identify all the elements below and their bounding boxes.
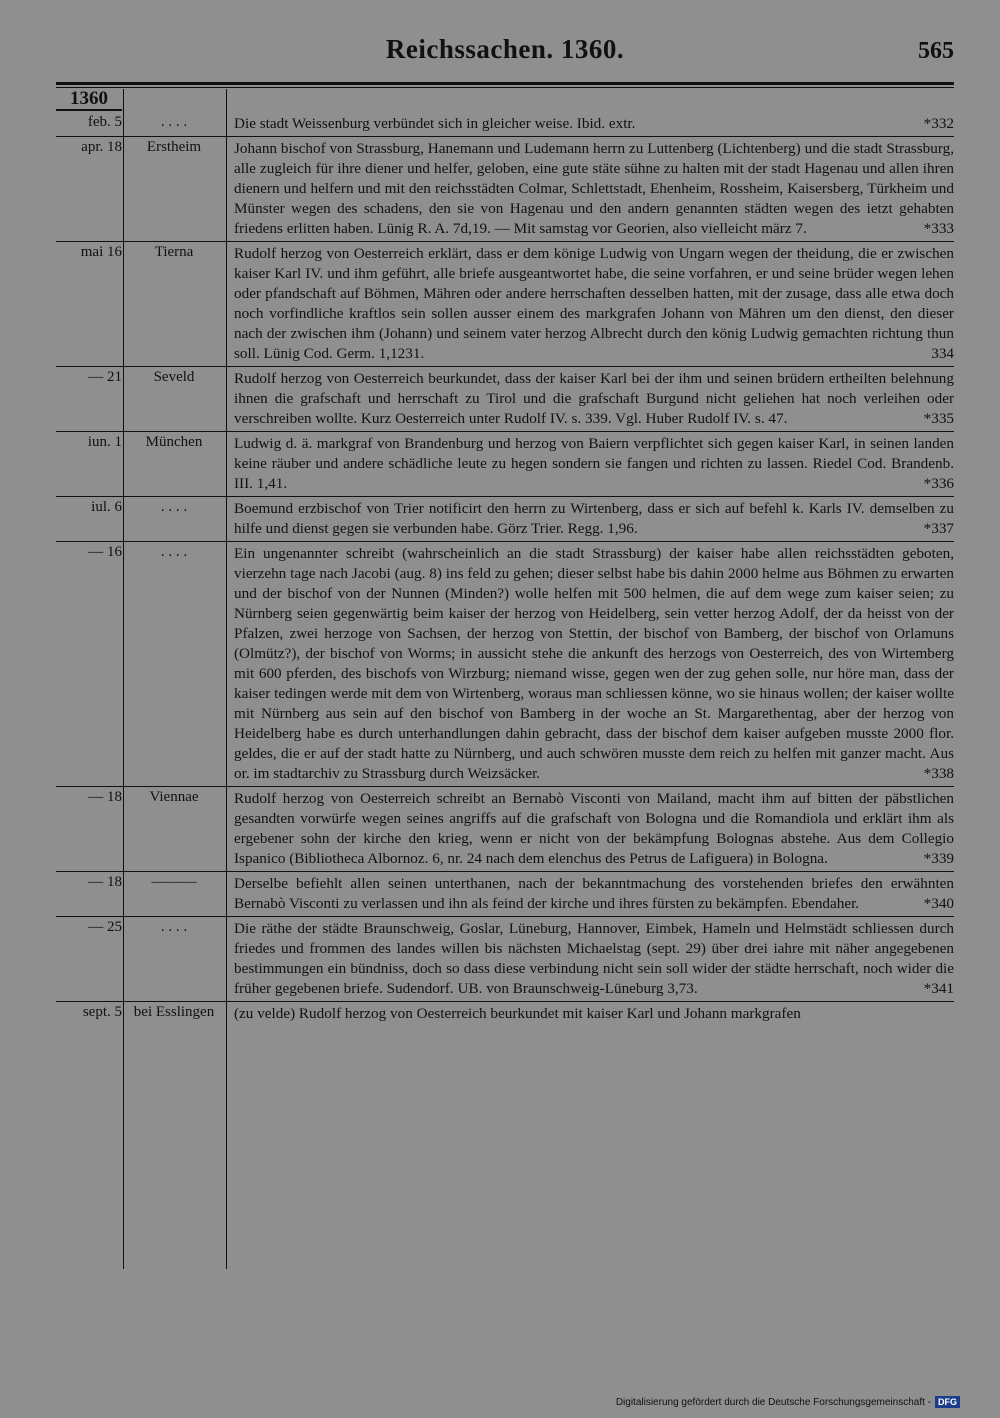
- entry-row: [56, 542, 954, 787]
- page-header: [56, 34, 954, 74]
- top-rule-thin: [56, 87, 954, 88]
- entry-date: iul. 6: [91, 499, 122, 515]
- entry-place: . . . .: [160, 499, 188, 515]
- entry-row: [56, 367, 954, 432]
- entry-number: *337: [923, 520, 954, 537]
- entry-text: Johann bischof von Strassburg, Hanemann und Ludemann herrn zu Luttenberg (Lichtenberg) und die stadt Strassburg, alle zugleich für ihre diener und helfer, geloben, eine gute stäte sühne zu halten mit der stadt Hagenau und allen ihren dienern und helfern und mit den reichsstädten Colmar, Schlettstadt, Ehenheim, Rossheim, Kaisersberg, Türkheim und Münster wegen des schadens, den sie von Hagenau und den andern genannten städten wegen des ietzt gehabten friedens erlitten haben. Lünig R. A. 7d,19. — Mit samstag vor Georien, also vielleicht märz 7.: [234, 140, 954, 237]
- entry-row: [56, 787, 954, 872]
- top-rule: [56, 82, 954, 85]
- entry-number: *340: [923, 895, 954, 912]
- entry-place: . . . .: [160, 919, 188, 935]
- year-heading: 1360: [56, 89, 122, 111]
- entry-row: [56, 137, 954, 242]
- entry-date: sept. 5: [82, 1004, 122, 1020]
- entry-row: [56, 1002, 954, 1026]
- entry-text-block: [234, 872, 954, 916]
- entry-text: Rudolf herzog von Oesterreich schreibt an Bernabò Visconti von Mailand, macht ihm auf bitten der päbstlichen gesandten vorwürfe wegen seines angriffs auf die grafschaft von Bologna und die Romandiola und erklärt ihm als ergebener sohn der kirche den krieg, wenn er nicht von der bekämpfung Bolognas abstehe. Aus dem Collegio Ispanico (Bibliotheca Albornoz. 6, nr. 24 nach dem elenchus des Petrus de Lafiguera) in Bologna.: [234, 790, 954, 867]
- entry-place: . . . .: [160, 114, 188, 130]
- entry-place: bei Esslingen: [133, 1004, 215, 1020]
- entry-text-block: [234, 917, 954, 1001]
- entry-text-block: [234, 1002, 954, 1026]
- page-number: 565: [918, 38, 954, 64]
- footer: [616, 1396, 960, 1408]
- entry-text-block: [234, 497, 954, 541]
- entry-number: *332: [923, 115, 954, 132]
- entry-text-block: [234, 787, 954, 871]
- entry-date: feb. 5: [87, 114, 122, 130]
- entry-number: 334: [931, 345, 954, 362]
- entry-date: — 21: [88, 369, 122, 385]
- entry-text-block: [234, 242, 954, 366]
- entry-row: [56, 112, 954, 137]
- entry-row: [56, 432, 954, 497]
- entry-text: Rudolf herzog von Oesterreich erklärt, dass er dem könige Ludwig von Ungarn wegen der theidung, die er zwischen kaiser Karl IV. und ihm geführt, alle briefe ausgeantwortet habe, die seine vorfahren, er und seine brüder wegen lehen oder pfandschaft auf Böhmen, Mähren oder andere herrschaften desselben hatten, mit der zusage, dass alle etwa doch noch vorfindliche kraftlos sein sollen ausser einem des markgrafen Johann von Mähren um den dienst, den dieser nach der zwischen ihm (Johann) und seinem vater herzog Albrecht durch den könig Ludwig gemachten richtung thun soll. Lünig Cod. Germ. 1,1231.: [234, 245, 954, 362]
- entry-number: *335: [923, 410, 954, 427]
- entry-date: iun. 1: [87, 434, 122, 450]
- entry-text: Boemund erzbischof von Trier notificirt den herrn zu Wirtenberg, dass er sich auf befehl k. Karls IV. demselben zu hilfe und dienst gegen sie verbunden habe. Görz Trier. Regg. 1,96.: [234, 500, 954, 537]
- entry-text: Ein ungenannter schreibt (wahrscheinlich an die stadt Strassburg) der kaiser habe allen reichsstädten geboten, vierzehn tage nach Jacobi (aug. 8) ins feld zu gehen; dieser selbst habe bis dahin 2000 helme aus Böhmen zu erwarten und der bischof von der Nunnen (Minden?) wolle helfen mit 500 helmen, die auf dem wege zum kaiser seien; zu Nürnberg seien gegenwärtig beim kaiser der herzog von Heidelberg, sein vetter herzog Adolf, der da heisst von der Pfalzen, zwei herzoge von Sachsen, der herzog von Stettin, der bischof von Bamberg, der bischof von Orlamuns (Olmütz?), der bischof von Worms; in aussicht stehe die ankunft des herzogs von Oesterreich, des von Wirtemberg mit 600 pferden, des bischofs von Wirzburg; niemand wisse, gegen wen der zug gehen solle, nur höre man, dass der kaiser tedingen werde mit dem von Wirtenberg, woraus man schliessen könne, wo sie hinaus wollen; der kaiser wollte mit Nürnberg aus sein auf den bischof von Bamberg in der woche an St. Margarethentag, aber der herzog von Heidelberg habe es durch unterhandlungen dahin gebracht, dass der bischof dem kaiser aufgeben musste 2000 flor. geldes, die er auf der stadt hatte zu Nürnberg, und auch schwören musste dem reich zu helfen mit ganzer macht. Aus or. im stadtarchiv zu Strassburg durch Weizsäcker.: [234, 545, 954, 782]
- regesta-entries: [56, 112, 954, 1026]
- entry-number: *341: [923, 980, 954, 997]
- entry-place: Tierna: [154, 244, 194, 260]
- entry-text: Die räthe der städte Braunschweig, Goslar, Lüneburg, Hannover, Eimbek, Hameln und Helmstädt schliessen durch friedes und frommen des landes willen bis nächsten Michaelstag (sept. 29) über drei iahre mit näher angegebenen bestimmungen ein bündniss, doch so dass diese verbindung nicht sein soll wider der städte herrschaft, noch wider die früher gegebenen briefe. Sudendorf. UB. von Braunschweig-Lüneburg 3,73.: [234, 920, 954, 997]
- entry-text-block: [234, 112, 954, 136]
- entry-text: Rudolf herzog von Oesterreich beurkundet, dass der kaiser Karl bei der ihm und seinen brüdern ertheilten belehnung ihnen die grafschaft und herrschaft zu Tirol und die grafschaft Burgund nicht geliehen hat noch verleihen oder verschreiben wollte. Kurz Oesterreich unter Rudolf IV. s. 339. Vgl. Huber Rudolf IV. s. 47.: [234, 370, 954, 427]
- entry-row: [56, 917, 954, 1002]
- entry-date: — 25: [88, 919, 122, 935]
- entry-place: ———: [151, 874, 197, 890]
- page-title: Reichssachen. 1360.: [385, 34, 625, 64]
- entry-row: [56, 242, 954, 367]
- entry-date: — 18: [88, 874, 122, 890]
- entry-date: apr. 18: [81, 139, 122, 155]
- entry-text: Derselbe befiehlt allen seinen unterthanen, nach der bekanntmachung des vorstehenden briefes den erwähnten Bernabò Visconti zu verlassen und ihn als feind der kirche und ihres fürsten zu bekämpfen. Ebendaher.: [234, 875, 954, 912]
- entry-text: Die stadt Weissenburg verbündet sich in gleicher weise. Ibid. extr.: [234, 115, 636, 132]
- entry-place: München: [145, 434, 203, 450]
- entry-date: mai 16: [80, 244, 122, 260]
- entry-number: *339: [923, 850, 954, 867]
- entry-text-block: [234, 367, 954, 431]
- entry-place: Viennae: [149, 789, 199, 805]
- entry-number: *338: [923, 765, 954, 782]
- entry-text-block: [234, 432, 954, 496]
- entry-text: Ludwig d. ä. markgraf von Brandenburg und herzog von Baiern verpflichtet sich gegen kaiser Karl, in seinen landen keine räuber und andere schädliche leute zu hegen sondern sie fangen und richten zu lassen. Riedel Cod. Brandenb. III. 1,41.: [234, 435, 954, 492]
- dfg-logo: DFG: [935, 1396, 960, 1408]
- entry-text: (zu velde) Rudolf herzog von Oesterreich beurkundet mit kaiser Karl und Johann markgrafen: [234, 1005, 801, 1022]
- entry-text-block: [234, 137, 954, 241]
- entry-place: . . . .: [160, 544, 188, 560]
- entry-row: [56, 872, 954, 917]
- footer-text: Digitalisierung gefördert durch die Deutsche Forschungsgemeinschaft -: [615, 1396, 931, 1408]
- entry-text-block: [234, 542, 954, 786]
- entry-number: *333: [923, 220, 954, 237]
- entry-place: Erstheim: [146, 139, 202, 155]
- entry-place: Seveld: [153, 369, 195, 385]
- entry-row: [56, 497, 954, 542]
- entry-number: *336: [923, 475, 954, 492]
- entry-date: — 18: [88, 789, 122, 805]
- entry-date: — 16: [88, 544, 122, 560]
